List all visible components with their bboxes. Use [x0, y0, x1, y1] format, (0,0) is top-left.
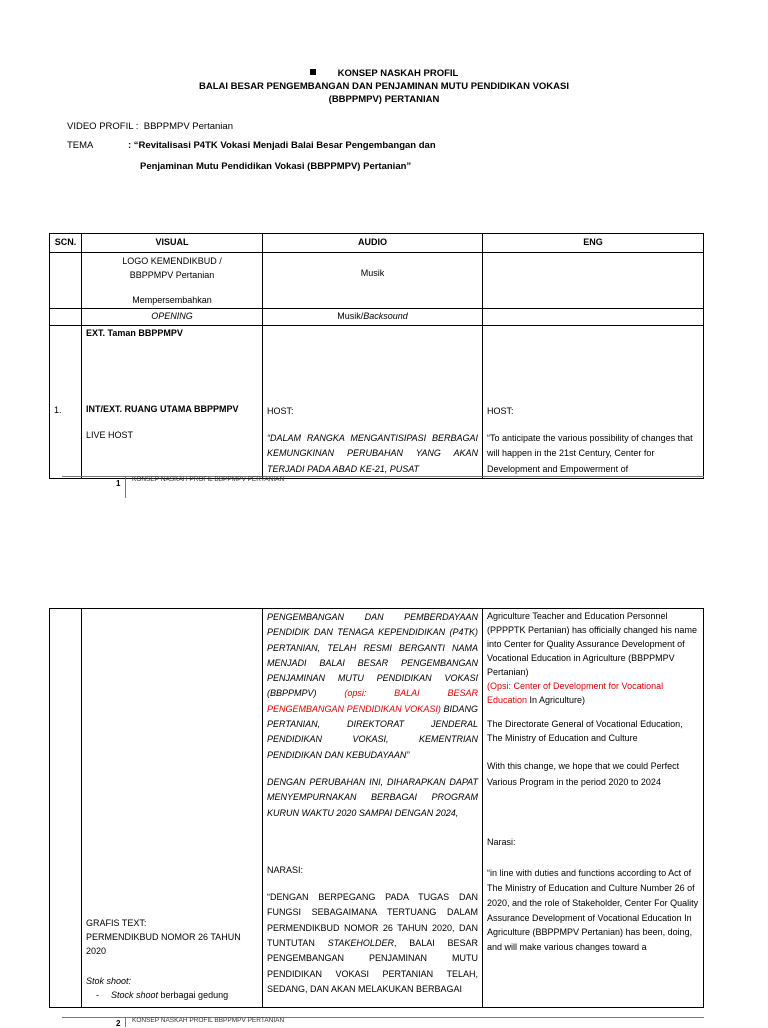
- eng-paragraph: The Directorate General of Vocational Education, The Ministry of Education and Culture: [487, 718, 683, 743]
- visual-text: INT/EXT. RUANG UTAMA BBPPMPV: [86, 403, 239, 414]
- visual-cell: [82, 609, 263, 1008]
- tema-line-1: : “Revitalisasi P4TK Vokasi Menjadi Balai Besar Pengembangan dan: [128, 140, 436, 151]
- page-number: 1: [116, 479, 121, 488]
- tema-label: TEMA: [67, 140, 94, 151]
- audio-cell: [263, 609, 483, 1008]
- audio-text: Backsound: [363, 311, 408, 322]
- eng-cell: [483, 309, 704, 326]
- audio-text: HOST:: [267, 406, 294, 417]
- visual-text: EXT. Taman BBPPMPV: [86, 328, 183, 339]
- eng-paragraph: “in line with duties and functions according to Act of The Ministry of Education and Culture Number 26 of 2020, and the role of Stakeholder, Center For Quality Assurance Development of Vocational Education In Agriculture (BBPPMPV Pertanian) has been, doing, and will make various changes toward a: [487, 867, 699, 953]
- eng-paragraph: With this change, we hope that we could Perfect Various Program in the period 2020 to 2024: [487, 761, 680, 787]
- visual-cell: [82, 252, 263, 308]
- eng-text: HOST:: [487, 406, 514, 417]
- scn-cell: [50, 309, 82, 326]
- visual-text: PERMENDIKBUD NOMOR 26 TAHUN 2020: [86, 931, 241, 956]
- page-number: 2: [116, 1019, 121, 1028]
- header-eng: ENG: [483, 234, 704, 253]
- visual-cell: [82, 326, 263, 479]
- audio-text: “DALAM RANGKA MENGANTISIPASI BERBAGAI KEMUNGKINAN PERUBAHAN YANG AKAN TERJADI PADA ABAD KE-21, PUSAT: [267, 432, 478, 474]
- script-table-page-1: [49, 233, 704, 479]
- doc-title-line-2: BALAI BESAR PENGEMBANGAN DAN PENJAMINAN MUTU PENDIDIKAN VOKASI: [199, 81, 569, 92]
- table-header-row: [50, 234, 704, 253]
- visual-text: GRAFIS TEXT:: [86, 918, 147, 928]
- audio-paragraph: PENGEMBANGAN DAN PEMBERDAYAAN PENDIDIK DAN TENAGA KEPENDIDIKAN (P4TK) PERTANIAN, TELAH RESMI BERGANTI NAMA MENJADI BALAI BESAR PENGEMBANGAN PENJAMINAN MUTU PENDIDIKAN VOKASI (BBPPMPV) (opsi: BALAI BESAR PENGEMBANGAN PENDIDIKAN VOKASI) BIDANG PERTANIAN, DIREKTORAT JENDERAL PENDIDIKAN VOKASI, KEMENTRIAN PENDIDIKAN DAN KEBUDAYAAN”: [267, 612, 478, 760]
- eng-narasi-label: Narasi:: [487, 837, 516, 848]
- footer-text: KONSEP NASKAH PROFIL BBPPMPV PERTANIAN: [132, 1017, 285, 1024]
- visual-text: Stok shoot:: [86, 975, 132, 986]
- video-profil-label: VIDEO PROFIL :: [67, 121, 139, 132]
- doc-title-line-1: KONSEP NASKAH PROFIL: [0, 68, 768, 79]
- eng-paragraph: Agriculture Teacher and Education Personnel (PPPPTK Pertanian) has officially changed his name into Center for Quality Assurance Development of Vocational Education in Agriculture (BBPPMPV Pertanian) (Opsi: Center of Development for Vocational Education In Agriculture): [487, 611, 697, 705]
- page-gap: [0, 520, 768, 580]
- list-item: - Stock shoot berbagai gedung: [96, 989, 258, 1003]
- footer-divider: [125, 1017, 126, 1027]
- audio-paragraph: DENGAN PERUBAHAN INI, DIHARAPKAN DAPAT MENYEMPURNAKAN BERBAGAI PROGRAM KURUN WAKTU 2020 SAMPAI DENGAN 2024,: [267, 776, 478, 818]
- header-visual: VISUAL: [82, 234, 263, 253]
- audio-text: Musik/: [337, 311, 364, 322]
- video-profil-line: [67, 121, 233, 132]
- stok-shoot-list: [86, 989, 258, 1003]
- visual-cell: OPENING: [82, 309, 263, 326]
- eng-text: “To anticipate the various possibility of changes that will happen in the 21st Century, Center for Development and Empowerment of: [487, 432, 693, 474]
- audio-cell: [263, 309, 483, 326]
- footer-text: KONSEP NASKAH PROFIL BBPPMPV PERTANIAN: [132, 476, 285, 483]
- header-audio: AUDIO: [263, 234, 483, 253]
- audio-cell: [263, 326, 483, 479]
- eng-cell: [483, 326, 704, 479]
- audio-cell: Musik: [263, 252, 483, 308]
- table-row: [50, 309, 704, 326]
- doc-title-line-3: (BBPPMPV) PERTANIAN: [328, 94, 440, 105]
- scn-cell: [50, 252, 82, 308]
- table-row: [50, 609, 704, 1008]
- video-profil-value: BBPPMPV Pertanian: [143, 121, 233, 132]
- audio-narasi-label: NARASI:: [267, 864, 304, 875]
- document-page-2: [0, 580, 768, 1028]
- eng-cell: [483, 252, 704, 308]
- square-bullet-icon: [310, 69, 316, 75]
- tema-line-2: Penjaminan Mutu Pendidikan Vokasi (BBPPMPV) Pertanian”: [140, 161, 412, 172]
- audio-paragraph: “DENGAN BERPEGANG PADA TUGAS DAN FUNGSI SEBAGAIMANA TERTUANG DALAM PERMENDIKBUD NOMOR 26 TAHUN 2020, DAN TUNTUTAN STAKEHOLDER, BALAI BESAR PENGEMBANGAN PENJAMINAN MUTU PENDIDIKAN VOKASI PERTANIAN TELAH, SEDANG, DAN AKAN MELAKUKAN BERBAGAI: [267, 892, 478, 994]
- table-row: [50, 326, 704, 479]
- visual-text: LOGO KEMENDIKBUD /: [122, 255, 222, 266]
- table-row: [50, 252, 704, 308]
- visual-text: BBPPMPV Pertanian: [129, 270, 215, 281]
- eng-cell: [483, 609, 704, 1008]
- visual-text: LIVE HOST: [86, 429, 134, 440]
- scn-cell: 1.: [50, 326, 82, 479]
- header-scn: SCN.: [50, 234, 82, 253]
- footer-divider: [125, 476, 126, 498]
- script-table-page-2: [49, 608, 704, 1008]
- scn-cell: [50, 609, 82, 1008]
- visual-text: Mempersembahkan: [132, 294, 212, 305]
